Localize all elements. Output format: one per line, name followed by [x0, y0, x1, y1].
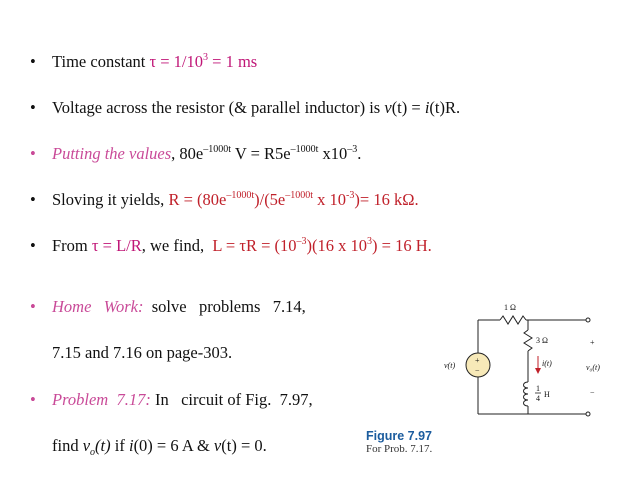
- text: if: [110, 436, 129, 455]
- bullet-problem: [30, 390, 313, 410]
- svg-text:4: 4: [536, 394, 540, 403]
- bullet-solving: [30, 190, 419, 210]
- label: Home Work:: [52, 297, 144, 316]
- svg-text:3 Ω: 3 Ω: [536, 336, 548, 345]
- sub: o: [90, 447, 96, 458]
- text: x10: [318, 144, 348, 163]
- text: In circuit of Fig. 7.97,: [150, 390, 313, 409]
- text: .: [357, 144, 362, 163]
- t-var: (t): [95, 436, 111, 455]
- bullet-mark: •: [30, 52, 36, 71]
- v-var: v: [213, 436, 222, 455]
- bullet-problem-cont: [52, 436, 267, 456]
- text: (t) = 0.: [221, 436, 267, 455]
- bullet-putting-values: [30, 144, 361, 164]
- text: find: [52, 436, 83, 455]
- l-expr: $L = \tau R = (10^{-3})(16$ x $10^3) = 16$ H.: [212, 236, 432, 255]
- text: Voltage across the resistor (& parallel inductor) is: [52, 98, 385, 117]
- bullet-from-tau: [30, 236, 432, 256]
- resistor-2: [524, 330, 532, 351]
- label: Putting the values: [52, 144, 172, 163]
- tau-expr: $\tau = 1/10^3 = 1$ ms: [149, 52, 258, 71]
- circuit-diagram: [438, 290, 618, 430]
- figure-caption: For Prob. 7.17.: [366, 443, 433, 455]
- text: (0) = 6 A &: [133, 436, 214, 455]
- svg-text:H: H: [544, 390, 550, 399]
- svg-text:v₀(t): v₀(t): [586, 363, 600, 372]
- v-var: v: [82, 436, 91, 455]
- bullet-time-constant: [30, 52, 257, 72]
- text: Sloving it yields,: [52, 190, 169, 209]
- i-var: i: [424, 98, 430, 117]
- text: (t) =: [391, 98, 425, 117]
- exp: –3: [347, 144, 358, 155]
- text: solve problems 7.14,: [143, 297, 306, 316]
- svg-text:i(t): i(t): [542, 359, 552, 368]
- svg-text:−: −: [475, 366, 480, 375]
- r-expr: $R = (80e^{-1000t})/(5e^{-1000t}$ x $10^{-3})= 16$ kΩ.: [168, 190, 419, 209]
- inductor: [524, 382, 529, 406]
- bullet-mark: •: [30, 190, 36, 209]
- bullet-mark: •: [30, 236, 36, 255]
- exp: –1000t: [290, 144, 319, 155]
- text: 7.15 and 7.16 on page-303.: [52, 343, 233, 362]
- bullet-home-work: [30, 297, 306, 317]
- bullet-mark: •: [30, 98, 36, 117]
- figure-label: Figure 7.97: [366, 429, 432, 443]
- exp: –1000t: [203, 144, 232, 155]
- bullet-mark: •: [30, 297, 36, 316]
- svg-text:1 Ω: 1 Ω: [504, 303, 516, 312]
- text: Time constant: [52, 52, 150, 71]
- i-var: i: [128, 436, 134, 455]
- tau-expr: τ = L/R: [91, 236, 142, 255]
- svg-text:+: +: [475, 356, 480, 365]
- bullet-home-work-cont: [52, 343, 232, 363]
- bullet-mark: •: [30, 390, 36, 409]
- svg-text:−: −: [590, 388, 595, 397]
- text: , we find,: [141, 236, 213, 255]
- label: Problem 7.17:: [52, 390, 151, 409]
- text: From: [52, 236, 92, 255]
- bullet-mark: •: [30, 144, 36, 163]
- text: V = R5e: [231, 144, 291, 163]
- svg-text:+: +: [590, 338, 595, 347]
- v-var: v: [384, 98, 392, 117]
- text: , 80e: [171, 144, 204, 163]
- svg-text:1: 1: [536, 384, 540, 393]
- svg-text:v(t): v(t): [444, 361, 456, 370]
- bullet-voltage: [30, 98, 460, 118]
- text: (t)R.: [429, 98, 461, 117]
- resistor-1: [500, 316, 526, 324]
